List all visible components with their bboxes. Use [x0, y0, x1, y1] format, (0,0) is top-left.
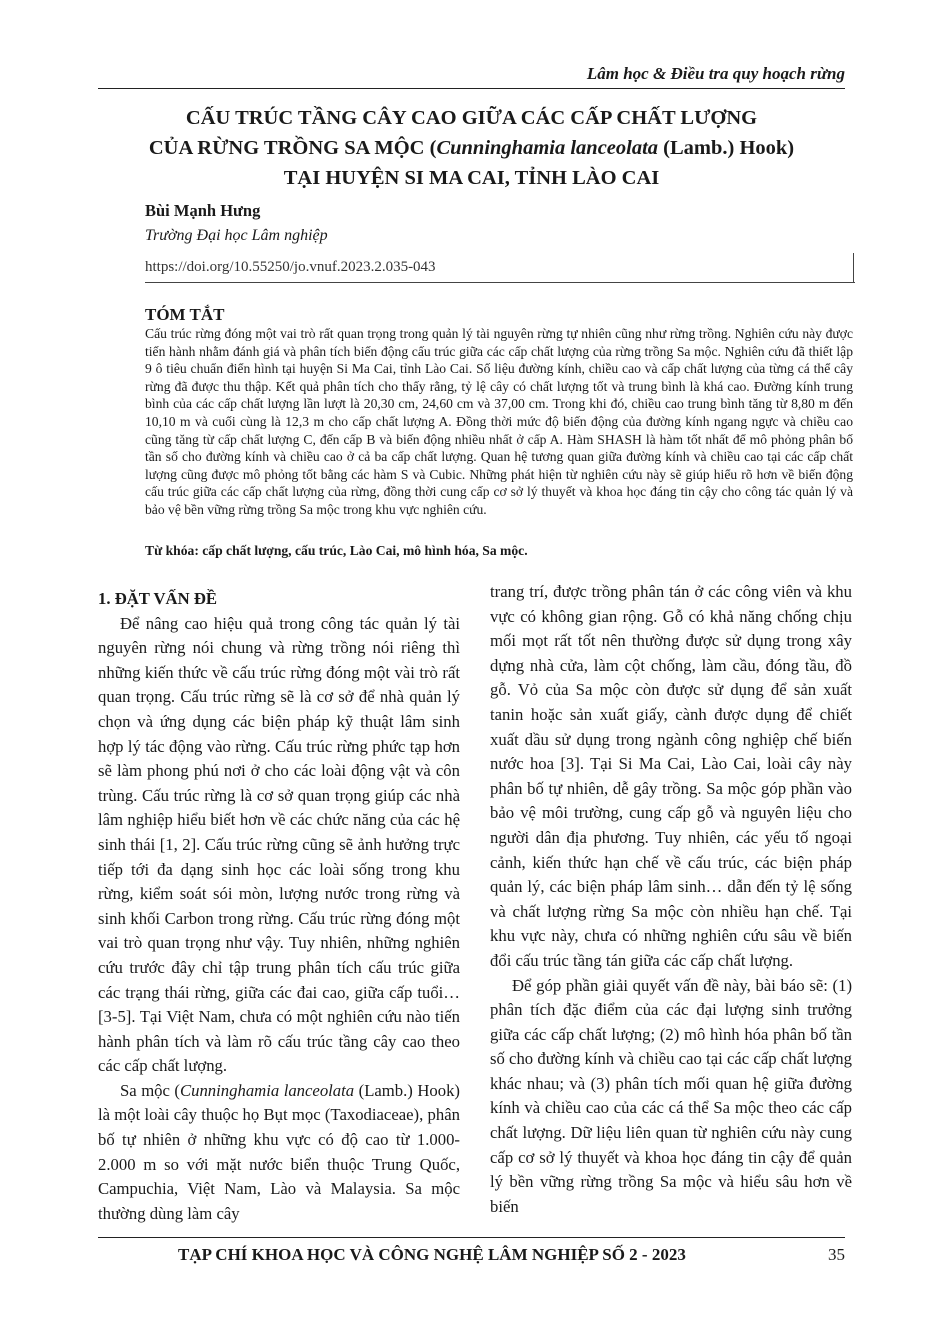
page-number: 35 [828, 1245, 845, 1264]
title-line-2-b: (Lamb.) Hook) [658, 137, 795, 159]
title-line-2 [100, 133, 843, 163]
paragraph: Để nâng cao hiệu quả trong công tác quản lý tài nguyên rừng nói chung và rừng trồng nói riêng thì những kiến thức về cấu trúc rừng đóng một vài trò rất quan trọng. Cấu trúc rừng sẽ là cơ sở để nhà quản lý chọn và ứng dụng các biện pháp kỹ thuật lâm sinh hợp lý tác động vào rừng. Cấu trúc rừng phức tạp hơn sẽ làm phong phú nơi ở cho các loài động vật và côn trùng. Cấu trúc rừng là cơ sở quan trọng giúp các nhà lâm nghiệp hiểu biết hơn về các chức năng của các hệ sinh thái [1, 2]. Cấu trúc rừng cũng sẽ ảnh hưởng trực tiếp tới đa dạng sinh học các loài sống trong khu rừng, kiểm soát sói mòn, lượng nước trong rừng và sinh khối Carbon trong rừng. Cấu trúc rừng đóng một vai trò quan trọng như vậy. Tuy nhiên, những nghiên cứu trước đây chỉ tập trung phân tích cấu trúc giữa các trạng thái rừng, giữa các đai cao, giữa cấp tuổi… [3-5]. Tại Việt Nam, chưa có một nghiên cứu nào tiến hành phân tích và làm rõ cấu trúc tầng cây cao theo các cấp chất lượng. [98, 613, 460, 1076]
footer-rule [98, 1237, 845, 1238]
abstract-text: Cấu trúc rừng đóng một vai trò rất quan trọng trong quản lý tài nguyên rừng tự nhiên cũng như rừng trồng. Nghiên cứu này được tiến hành nhằm đánh giá và phân tích biến động cấu trúc giữa các cấp chất lượng của rừng trồng Sa mộc. Nghiên cứu đã thiết lập 9 ô tiêu chuẩn điển hình tại huyện Si Ma Cai, tỉnh Lào Cai. Số liệu đường kính, chiều cao và cấp chất lượng của từng cá thể cây rừng đã được thu thập. Kết quả phân tích cho thấy rằng, tỷ lệ cây có chất lượng tốt và trung bình là khá cao. Đường kính trung bình của các cấp chất lượng lần lượt là 20,30 cm, 24,60 cm và 37,00 cm. Trong khi đó, chiều cao trung bình tăng từ 8,80 m đến 10,10 m và cuối cùng là 12,3 m cho cấp chất lượng A. Đồng thời mức độ biến động của đường kính ngang ngực và chiều cao cũng tăng từ cấp chất lượng C, đến cấp B và biến động nhiều nhất ở cấp A. Hàm SHASH là hàm tốt nhất để mô phỏng phân bố tần số cho đường kính và chiều cao ở cả ba cấp chất lượng. Quan hệ tương quan giữa đường kính và chiều cao tại các cấp chất lượng cũng được mô phỏng tốt bằng các hàm S và Cubic. Những phát hiện từ nghiên cứu này sẽ giúp hiểu rõ hơn về biến động cấu trúc giữa các cấp chất lượng của rừng, đồng thời cung cấp cơ sở lý thuyết và khoa học đáng tin cậy cho công tác quản lý và bảo vệ bền vững rừng trồng Sa mộc trong khu vực nghiên cứu. [145, 326, 853, 517]
header-rule [98, 88, 845, 89]
running-head: Lâm học & Điều tra quy hoạch rừng [586, 64, 845, 83]
section-heading: 1. ĐẶT VẤN ĐỀ [98, 589, 217, 608]
abstract-heading: TÓM TẮT [145, 305, 225, 324]
doi-link[interactable]: https://doi.org/10.55250/jo.vnuf.2023.2.035-043 [145, 259, 436, 275]
paragraph [98, 1079, 460, 1227]
paragraph-part: Sa mộc ( [120, 1080, 180, 1100]
author-name: Bùi Mạnh Hưng [145, 201, 261, 220]
paragraph-part: (Lamb.) Hook) là một loài cây thuộc họ Bụt mọc (Taxodiaceae), phân bố tự nhiên ở những khu vực có độ cao từ 1.000-2.000 m so với mặt nước biển thuộc Trung Quốc, Campuchia, Việt Nam, Lào và Malaysia. Sa mộc thường dùng làm cây [98, 1080, 460, 1223]
paragraph: Để góp phần giải quyết vấn đề này, bài báo sẽ: (1) phân tích đặc điểm của các đại lượng sinh trưởng giữa các cấp chất lượng; (2) mô hình hóa phân bố tần số cho đường kính và chiều cao tại các cấp chất lượng khác nhau; và (3) phân tích mối quan hệ giữa đường kính và chiều cao của các cá thể Sa mộc theo các cấp chất lượng. Dữ liệu liên quan từ nghiên cứu này cung cấp cơ sở lý thuyết và khoa học đáng tin cậy để quản lý bền vững rừng trồng Sa mộc và hiểu sâu hơn về biến [490, 975, 852, 1216]
paragraph: trang trí, được trồng phân tán ở các công viên và khu vực có không gian rộng. Gỗ có khả năng chống chịu mối mọt rất tốt nên thường được sử dụng trong xây dựng nhà cửa, làm cột chống, làm cầu, đóng tầu, đồ gỗ. Vỏ của Sa mộc còn được sử dụng để sản xuất tanin hoặc sản xuất giấy, cành được dụng để chiết xuất dầu sử dụng trong ngành công nghiệp chế biến nước hoa [3]. Tại Si Ma Cai, Lào Cai, loài cây này phân bố tự nhiên, dễ gây trồng. Sa mộc góp phần vào bảo vệ môi trường, cung cấp gỗ và nguyên liệu cho người dân địa phương. Tuy nhiên, các yếu tố ngoại cảnh, kiến thức hạn chế về cấu trúc, các biện pháp quản lý, các biện pháp lâm sinh… dẫn đến tỷ lệ sống và chất lượng rừng Sa mộc còn nhiều hạn chế. Tại khu vực này, chưa có những nghiên cứu sâu về biến đổi cấu trúc tầng tán giữa các cấp chất lượng. [490, 582, 852, 970]
body-column-right [490, 580, 852, 1219]
doi-rule [145, 282, 855, 283]
doi-vertical-rule [853, 253, 854, 283]
body-column-left [98, 587, 460, 1226]
author-affiliation: Trường Đại học Lâm nghiệp [145, 227, 328, 244]
species-latin-name: Cunninghamia lanceolata [179, 1080, 355, 1100]
title-latin-name: Cunninghamia lanceolata [436, 137, 659, 159]
article-title [100, 103, 843, 193]
title-line-2-a: CỦA RỪNG TRỒNG SA MỘC ( [148, 137, 437, 159]
title-line-3: TẠI HUYỆN SI MA CAI, TỈNH LÀO CAI [283, 167, 660, 189]
journal-footer: TẠP CHÍ KHOA HỌC VÀ CÔNG NGHỆ LÂM NGHIỆP SỐ 2 - 2023 [178, 1245, 686, 1264]
keywords: Từ khóa: cấp chất lượng, cấu trúc, Lào Cai, mô hình hóa, Sa mộc. [145, 543, 528, 558]
title-line-1: CẤU TRÚC TẦNG CÂY CAO GIỮA CÁC CẤP CHẤT LƯỢNG [185, 107, 758, 129]
